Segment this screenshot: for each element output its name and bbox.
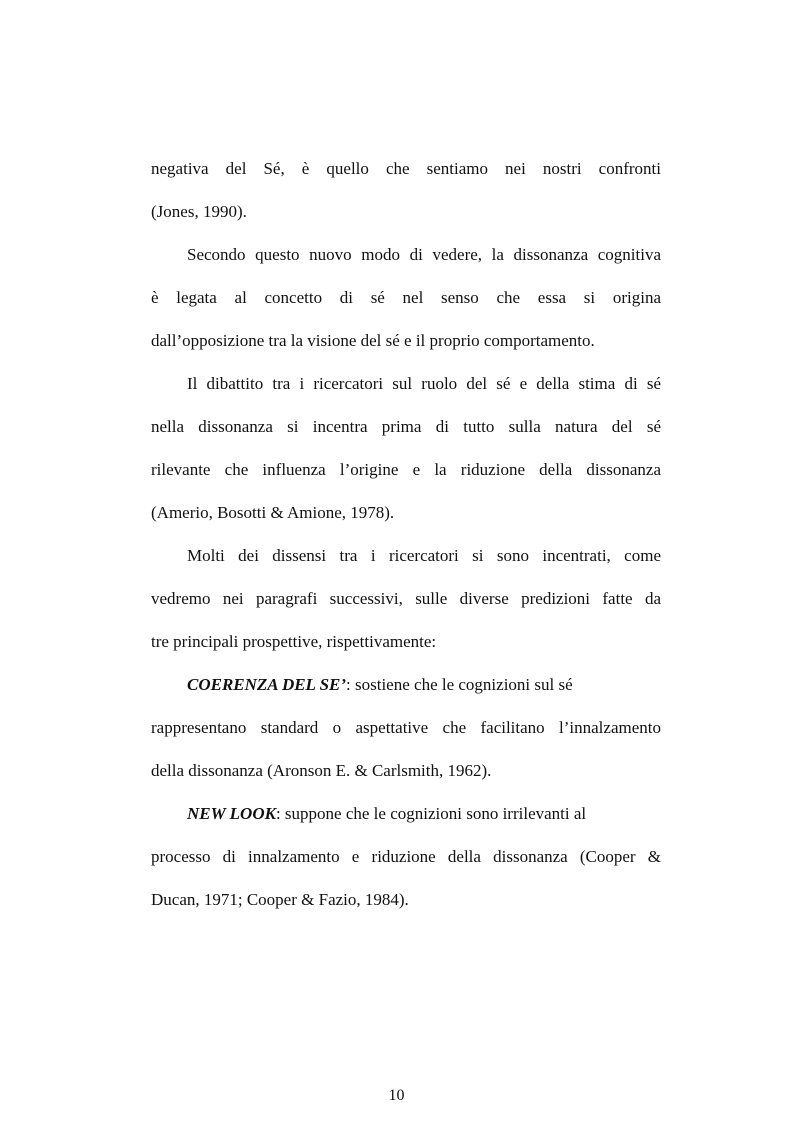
definition-text: : suppone che le cognizioni sono irrilevanti al [275,804,587,823]
definition-text: : sostiene che le cognizioni sul sé [346,675,573,694]
text-line: Ducan, 1971; Cooper & Fazio, 1984). [151,890,409,909]
term-new-look: NEW LOOK [187,804,276,823]
definition-line [151,792,661,835]
text-line: rappresentano standard o aspettative che facilitano l’innalzamento [151,718,661,737]
text-line: vedremo nei paragrafi successivi, sulle diverse predizioni fatte da [151,589,661,608]
text-line: della dissonanza (Aronson E. & Carlsmith, 1962). [151,761,492,780]
text-line: dall’opposizione tra la visione del sé e il proprio comportamento. [151,331,595,350]
text-line: rilevante che influenza l’origine e la riduzione della dissonanza [151,460,661,479]
page-number: 10 [388,1087,405,1104]
text-line: processo di innalzamento e riduzione della dissonanza (Cooper & [151,847,661,866]
term-coerenza-del-se: COERENZA DEL SE’ [187,675,347,694]
definition-line [151,663,661,706]
text-line: (Amerio, Bosotti & Amione, 1978). [151,503,395,522]
paragraph-start-line: Secondo questo nuovo modo di vedere, la dissonanza cognitiva [187,245,661,264]
body-text [151,147,661,921]
paragraph-start-line: Molti dei dissensi tra i ricercatori si sono incentrati, come [187,546,661,565]
text-line: nella dissonanza si incentra prima di tutto sulla natura del sé [151,417,661,436]
text-line: (Jones, 1990). [151,202,247,221]
text-line: è legata al concetto di sé nel senso che essa si origina [151,288,661,307]
text-line: negativa del Sé, è quello che sentiamo nei nostri confronti [151,159,661,178]
text-line: tre principali prospettive, rispettivamente: [151,632,437,651]
paragraph-start-line: Il dibattito tra i ricercatori sul ruolo del sé e della stima di sé [187,374,661,393]
